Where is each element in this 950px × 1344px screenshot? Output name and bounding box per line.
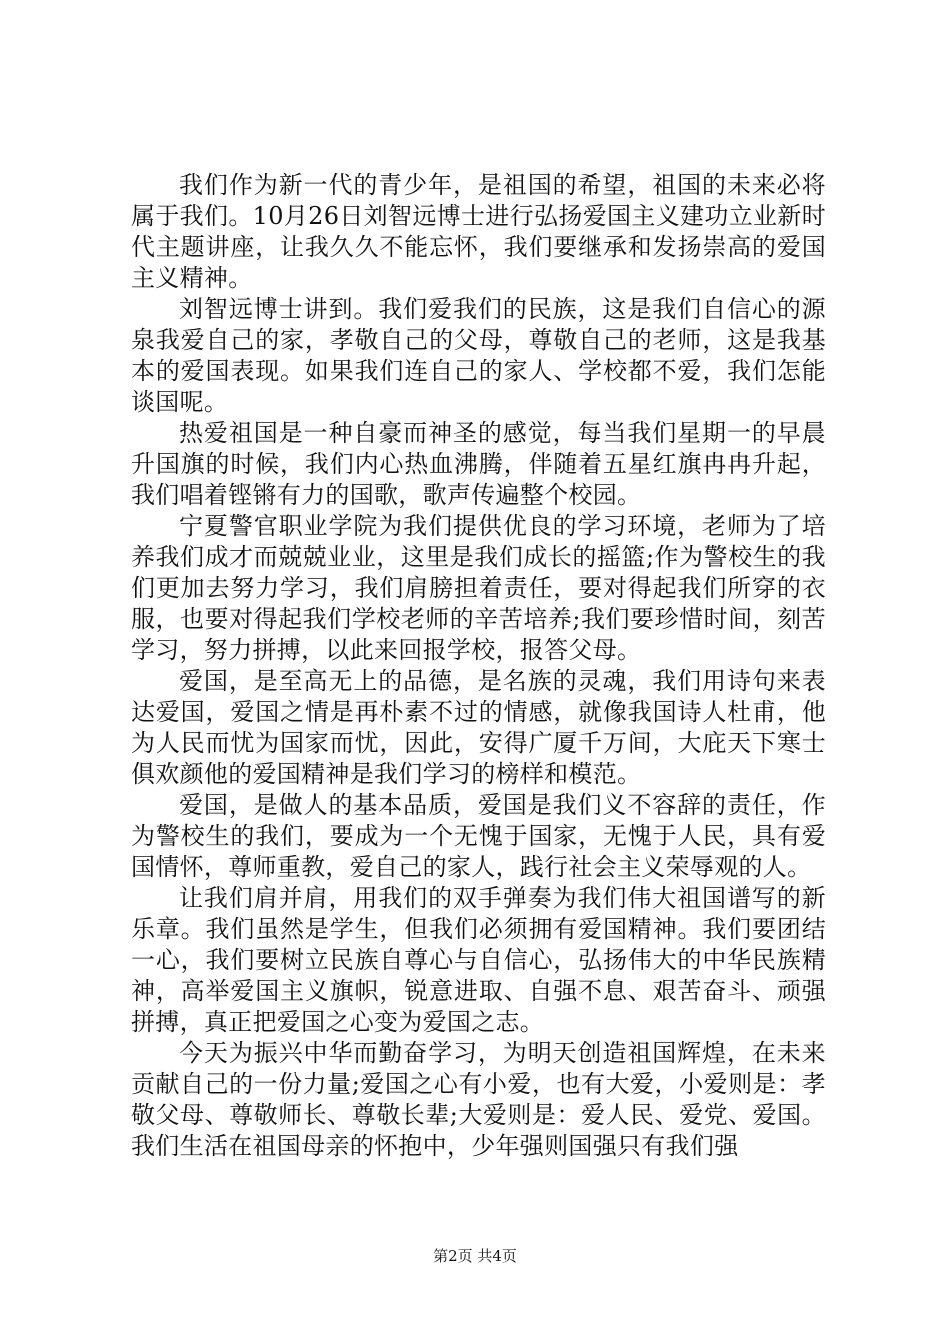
paragraph: 我们作为新一代的青少年，是祖国的希望，祖国的未来必将属于我们。10月26日刘智远博士进行弘扬爱国主义建功立业新时代主题讲座，让我久久不能忘怀，我们要继承和发扬崇高的爱国主义精神。 [131,171,826,292]
paragraph: 宁夏警官职业学院为我们提供优良的学习环境，老师为了培养我们成才而兢兢业业，这里是我们成长的摇篮;作为警校生的我们更加去努力学习，我们肩膀担着责任，要对得起我们所穿的衣服，也要对得起我们学校老师的辛苦培养;我们要珍惜时间，刻苦学习，努力拼搏，以此来回报学校，报答父母。 [131,512,826,664]
paragraph: 爱国，是做人的基本品质，爱国是我们义不容辞的责任，作为警校生的我们，要成为一个无愧于国家，无愧于人民，具有爱国情怀，尊师重教，爱自己的家人，践行社会主义荣辱观的人。 [131,791,826,881]
paragraph: 让我们肩并肩，用我们的双手弹奏为我们伟大祖国谱写的新乐章。我们虽然是学生，但我们必须拥有爱国精神。我们要团结一心，我们要树立民族自尊心与自信心，弘扬伟大的中华民族精神，高举爱国主义旗帜，锐意进取、自强不息、艰苦奋斗、顽强拼搏，真正把爱国之心变为爱国之志。 [131,884,826,1036]
paragraph: 刘智远博士讲到。我们爱我们的民族，这是我们自信心的源泉我爱自己的家，孝敬自己的父母，尊敬自己的老师，这是我基本的爱国表现。如果我们连自己的家人、学校都不爱，我们怎能谈国呢。 [131,295,826,416]
paragraph: 爱国，是至高无上的品德，是名族的灵魂，我们用诗句来表达爱国，爱国之情是再朴素不过的情感，就像我国诗人杜甫，他为人民而忧为国家而忧，因此，安得广厦千万间，大庇天下寒士俱欢颜他的爱国精神是我们学习的榜样和模范。 [131,667,826,788]
paragraph: 热爱祖国是一种自豪而神圣的感觉，每当我们星期一的早晨升国旗的时候，我们内心热血沸腾，伴随着五星红旗冉冉升起，我们唱着铿锵有力的国歌，歌声传遍整个校园。 [131,419,826,509]
page-number: 第2页 共4页 [433,1247,517,1265]
document-body [131,170,826,1162]
page-footer [0,1246,950,1266]
paragraph: 今天为振兴中华而勤奋学习，为明天创造祖国辉煌，在未来贡献自己的一份力量;爱国之心有小爱，也有大爱，小爱则是：孝敬父母、尊敬师长、尊敬长辈;大爱则是：爱人民、爱党、爱国。我们生活在祖国母亲的怀抱中，少年强则国强只有我们强 [131,1039,826,1160]
